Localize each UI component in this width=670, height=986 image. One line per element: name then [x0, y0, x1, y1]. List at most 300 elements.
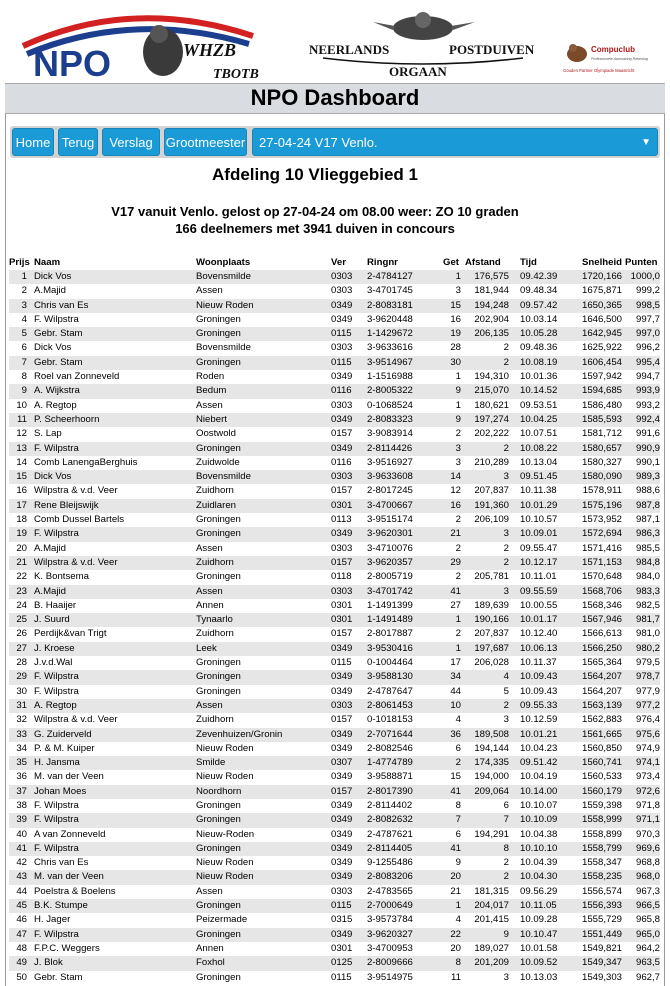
cell-get: 1: [455, 371, 461, 383]
cell-snelheid: 1597,942: [581, 371, 622, 383]
table-row[interactable]: [9, 399, 660, 413]
cell-snelheid: 1560,741: [581, 757, 622, 769]
cell-naam[interactable]: F. Wilpstra: [34, 671, 79, 683]
cell-punten: 968,0: [635, 871, 660, 883]
cell-afstand: 189,508: [474, 728, 509, 740]
cell-prijs: 30: [16, 685, 27, 697]
cell-tijd: 09.51.45: [520, 471, 558, 483]
cell-ringnr: 2-8005719: [367, 571, 413, 583]
svg-text:NEERLANDS: NEERLANDS: [309, 42, 390, 57]
back-button[interactable]: Terug: [58, 128, 98, 156]
cell-naam[interactable]: Gebr. Stam: [34, 971, 83, 983]
cell-prijs: 41: [16, 842, 27, 854]
cell-naam[interactable]: Chris van Es: [34, 299, 89, 311]
table-row[interactable]: [9, 656, 660, 670]
cell-ringnr: 2-8083323: [367, 413, 413, 425]
cell-woonplaats: Groningen: [196, 928, 241, 940]
cell-ver: 0303: [331, 699, 353, 711]
cell-punten: 995,4: [635, 356, 660, 368]
cell-punten: 967,3: [635, 885, 660, 897]
cell-afstand: 202,904: [474, 313, 509, 325]
table-row[interactable]: [9, 713, 660, 727]
cell-ver: 0349: [331, 728, 353, 740]
cell-ringnr: 2-7071644: [367, 728, 413, 740]
cell-punten: 973,4: [635, 771, 660, 783]
cell-tijd: 10.01.21: [520, 728, 558, 740]
table-row[interactable]: [9, 270, 660, 284]
cell-snelheid: 1571,416: [581, 542, 622, 554]
table-row[interactable]: [9, 699, 660, 713]
cell-tijd: 10.13.04: [520, 456, 558, 468]
cell-afstand: 2: [503, 442, 509, 454]
cell-ver: 0115: [331, 328, 352, 340]
cell-ver: 0349: [331, 771, 353, 783]
cell-tijd: 10.10.57: [520, 514, 558, 526]
header-get[interactable]: Get: [443, 257, 459, 268]
cell-woonplaats: Bovensmilde: [196, 271, 251, 282]
table-row[interactable]: [9, 456, 660, 470]
cell-woonplaats: Nieuw-Roden: [196, 828, 255, 840]
cell-punten: 991,6: [635, 428, 660, 440]
cell-snelheid: 1578,911: [582, 485, 622, 497]
cell-punten: 982,5: [635, 599, 660, 611]
cell-prijs: 19: [16, 528, 27, 540]
cell-get: 14: [450, 471, 461, 483]
cell-ringnr: 3-9588871: [367, 771, 413, 783]
cell-ringnr: 3-9573784: [367, 914, 413, 926]
header-woonplaats[interactable]: Woonplaats: [196, 257, 251, 268]
cell-woonplaats: Groningen: [196, 900, 241, 912]
cell-ringnr: 3-4701742: [367, 585, 413, 597]
compuclub-logo[interactable]: [561, 40, 665, 80]
table-row[interactable]: [9, 785, 660, 799]
cell-ringnr: 1-1429672: [367, 328, 413, 340]
table-row[interactable]: [9, 685, 660, 699]
cell-prijs: 50: [16, 971, 27, 983]
cell-ver: 0157: [331, 714, 353, 726]
cell-ver: 0349: [331, 313, 353, 325]
cell-get: 20: [450, 871, 461, 883]
cell-tijd: 10.04.23: [520, 742, 558, 754]
cell-naam[interactable]: F. Wilpstra: [34, 528, 79, 540]
table-row[interactable]: [9, 570, 660, 584]
cell-afstand: 194,291: [474, 828, 509, 840]
cell-punten: 997,7: [635, 313, 660, 325]
cell-naam[interactable]: F. Wilpstra: [34, 685, 79, 697]
cell-ringnr: 3-9620357: [367, 556, 413, 568]
header-ringnr[interactable]: Ringnr: [367, 257, 398, 268]
npo-logo[interactable]: [13, 6, 293, 84]
cell-tijd: 10.11.37: [520, 657, 557, 669]
section-title: Afdeling 10 Vlieggebied 1: [212, 165, 418, 184]
cell-naam[interactable]: A.Majid: [34, 585, 66, 597]
cell-woonplaats: Zuidhorn: [196, 628, 234, 640]
cell-naam[interactable]: J. Kroese: [34, 642, 75, 654]
race-select[interactable]: [252, 128, 658, 156]
cell-snelheid: 1558,799: [581, 842, 622, 854]
cell-naam[interactable]: Comb LanengaBerghuis: [34, 456, 138, 468]
cell-punten: 984,0: [635, 571, 660, 583]
svg-text:Compuclub: Compuclub: [591, 45, 635, 54]
cell-naam[interactable]: A. Regtop: [34, 699, 77, 711]
cell-get: 2: [455, 428, 461, 440]
report-button[interactable]: Verslag: [102, 128, 160, 156]
cell-ver: 0349: [331, 671, 353, 683]
cell-naam[interactable]: J. Blok: [34, 957, 63, 969]
cell-naam[interactable]: A van Zonneveld: [34, 828, 106, 840]
cell-woonplaats: Zuidhorn: [196, 714, 234, 726]
cell-get: 10: [450, 699, 461, 711]
cell-ver: 0349: [331, 842, 353, 854]
table-row[interactable]: [9, 370, 660, 384]
cell-naam[interactable]: B. Haaijer: [34, 599, 77, 611]
table-row[interactable]: [9, 313, 660, 327]
cell-snelheid: 1642,945: [581, 328, 622, 340]
cell-ringnr: 2-8083181: [367, 299, 413, 311]
cell-naam[interactable]: P. & M. Kuiper: [34, 742, 95, 754]
cell-naam[interactable]: A.Majid: [34, 542, 66, 554]
cell-ver: 0303: [331, 342, 353, 354]
table-row[interactable]: [9, 556, 660, 570]
table-row[interactable]: [9, 813, 660, 827]
cell-tijd: 09.55.59: [520, 585, 558, 597]
cell-naam[interactable]: Gebr. Stam: [34, 328, 83, 340]
cell-naam[interactable]: A. Regtop: [34, 399, 77, 411]
cell-ringnr: 3-9588130: [367, 671, 413, 683]
cell-ringnr: 2-8082546: [367, 742, 413, 754]
cell-punten: 983,3: [635, 585, 660, 597]
cell-get: 7: [455, 814, 461, 826]
cell-prijs: 25: [16, 614, 27, 626]
table-row[interactable]: [9, 870, 660, 884]
cell-ringnr: 3-9620327: [367, 928, 413, 940]
cell-punten: 980,2: [635, 642, 660, 654]
header-prijs[interactable]: Prijs: [9, 257, 30, 268]
table-row[interactable]: [9, 542, 660, 556]
cell-afstand: 197,687: [474, 642, 509, 654]
cell-get: 6: [455, 828, 461, 840]
cell-woonplaats: Groningen: [196, 571, 241, 583]
cell-afstand: 194,000: [474, 771, 509, 783]
cell-get: 8: [455, 799, 461, 811]
cell-woonplaats: Nieuw Roden: [196, 742, 254, 754]
table-row[interactable]: [9, 284, 660, 298]
cell-naam[interactable]: H. Jager: [34, 914, 71, 926]
table-row[interactable]: [9, 899, 660, 913]
table-row[interactable]: [9, 670, 660, 684]
cell-prijs: 31: [16, 699, 27, 711]
cell-afstand: 204,017: [474, 900, 509, 912]
table-row[interactable]: [9, 513, 660, 527]
table-row[interactable]: [9, 642, 660, 656]
cell-naam[interactable]: J. Suurd: [34, 614, 70, 626]
cell-woonplaats: Niebert: [196, 413, 227, 425]
cell-afstand: 3: [503, 528, 509, 540]
cell-tijd: 10.09.52: [520, 957, 558, 969]
table-row[interactable]: [9, 971, 660, 985]
cell-naam[interactable]: Dick Vos: [34, 342, 72, 354]
cell-afstand: 189,639: [474, 599, 509, 611]
table-row[interactable]: [9, 356, 660, 370]
cell-afstand: 190,166: [474, 614, 509, 626]
cell-punten: 974,9: [635, 742, 660, 754]
table-row[interactable]: [9, 856, 660, 870]
cell-tijd: 10.10.07: [520, 799, 558, 811]
cell-naam[interactable]: Wilpstra & v.d. Veer: [34, 556, 118, 568]
cell-snelheid: 1558,235: [581, 871, 622, 883]
table-row[interactable]: [9, 427, 660, 441]
cell-punten: 970,3: [635, 828, 660, 840]
cell-punten: 981,7: [635, 614, 660, 626]
svg-text:POSTDUIVEN: POSTDUIVEN: [449, 42, 535, 57]
cell-afstand: 201,415: [474, 914, 509, 926]
cell-woonplaats: Assen: [196, 699, 223, 711]
cell-ver: 0125: [331, 957, 353, 969]
cell-ringnr: 1-4774789: [367, 757, 413, 769]
header-afstand[interactable]: Afstand: [465, 257, 501, 268]
cell-afstand: 5: [503, 685, 509, 697]
cell-naam[interactable]: F. Wilpstra: [34, 799, 79, 811]
chevron-down-icon: ▼: [641, 137, 651, 148]
cell-snelheid: 1565,364: [581, 657, 622, 669]
postduiven-orgaan-logo[interactable]: [303, 6, 543, 80]
table-row[interactable]: [9, 728, 660, 742]
cell-get: 1: [455, 271, 461, 282]
cell-afstand: 2: [503, 342, 509, 354]
table-row[interactable]: [9, 599, 660, 613]
cell-naam[interactable]: Poelstra & Boelens: [34, 885, 116, 897]
table-row[interactable]: [9, 913, 660, 927]
cell-naam[interactable]: Wilpstra & v.d. Veer: [34, 714, 118, 726]
cell-snelheid: 1625,922: [581, 342, 622, 354]
cell-snelheid: 1575,196: [581, 499, 622, 511]
cell-snelheid: 1568,346: [581, 599, 622, 611]
cell-naam[interactable]: Rene Bleijswijk: [34, 499, 99, 511]
cell-afstand: 194,310: [474, 371, 509, 383]
cell-get: 11: [451, 971, 461, 983]
cell-ringnr: 3-9514967: [367, 356, 413, 368]
cell-naam[interactable]: Perdijk&van Trigt: [34, 628, 107, 640]
header-naam[interactable]: Naam: [34, 257, 61, 268]
cell-woonplaats: Assen: [196, 399, 223, 411]
cell-ringnr: 1-1516988: [367, 371, 413, 383]
table-row[interactable]: [9, 742, 660, 756]
cell-get: 9: [455, 413, 461, 425]
cell-ver: 0349: [331, 299, 353, 311]
table-row[interactable]: [9, 327, 660, 341]
cell-prijs: 12: [16, 428, 27, 440]
cell-snelheid: 1564,207: [581, 671, 622, 683]
header-ver[interactable]: Ver: [331, 257, 346, 268]
cell-punten: 963,5: [635, 957, 660, 969]
table-row[interactable]: [9, 627, 660, 641]
cell-prijs: 4: [21, 313, 27, 325]
table-row[interactable]: [9, 885, 660, 899]
table-row[interactable]: [9, 942, 660, 956]
cell-ver: 0349: [331, 799, 353, 811]
table-row[interactable]: [9, 413, 660, 427]
cell-ringnr: 1-1491489: [367, 614, 413, 626]
cell-prijs: 22: [16, 571, 27, 583]
cell-prijs: 35: [16, 757, 27, 769]
cell-get: 12: [450, 485, 461, 497]
results-table: [9, 256, 660, 985]
cell-ringnr: 2-4783565: [367, 885, 413, 897]
cell-ver: 0115: [331, 657, 352, 669]
cell-ringnr: 2-4784127: [367, 271, 413, 282]
cell-afstand: 207,837: [474, 628, 509, 640]
cell-get: 41: [450, 585, 461, 597]
cell-ver: 0301: [331, 942, 353, 954]
cell-prijs: 5: [21, 328, 27, 340]
cell-snelheid: 1585,593: [581, 413, 622, 425]
table-row[interactable]: [9, 956, 660, 970]
race-info-line2: 166 deelnemers met 3941 duiven in concours: [175, 221, 455, 236]
cell-ringnr: 3-9516927: [367, 456, 413, 468]
table-row[interactable]: [9, 527, 660, 541]
header-tijd[interactable]: Tijd: [520, 257, 537, 268]
table-row[interactable]: [9, 484, 660, 498]
cell-naam[interactable]: Wilpstra & v.d. Veer: [34, 485, 118, 497]
table-row[interactable]: [9, 499, 660, 513]
cell-afstand: 202,222: [474, 428, 509, 440]
grandmaster-button[interactable]: Grootmeester: [164, 128, 247, 156]
table-row[interactable]: [9, 470, 660, 484]
header-snelheid[interactable]: Snelheid: [582, 257, 622, 268]
cell-get: 2: [455, 542, 461, 554]
cell-naam[interactable]: B.K. Stumpe: [34, 900, 88, 912]
cell-prijs: 18: [16, 514, 27, 526]
cell-naam[interactable]: G. Zuiderveld: [34, 728, 92, 740]
cell-snelheid: 1561,665: [581, 728, 622, 740]
cell-ver: 0115: [331, 971, 352, 983]
cell-ver: 0315: [331, 914, 353, 926]
home-button[interactable]: Home: [12, 128, 54, 156]
cell-afstand: 8: [503, 842, 509, 854]
cell-tijd: 09.55.47: [520, 542, 558, 554]
cell-woonplaats: Groningen: [196, 514, 241, 526]
cell-naam[interactable]: M. van der Veen: [34, 771, 104, 783]
cell-afstand: 181,944: [474, 285, 509, 297]
header-punten[interactable]: Punten: [625, 257, 658, 268]
cell-tijd: 10.04.38: [520, 828, 558, 840]
table-row[interactable]: [9, 384, 660, 398]
cell-get: 41: [450, 785, 461, 797]
cell-get: 15: [450, 771, 461, 783]
cell-ringnr: 2-8005322: [367, 385, 413, 397]
cell-punten: 994,7: [635, 371, 660, 383]
cell-woonplaats: Assen: [196, 285, 223, 297]
cell-naam[interactable]: Dick Vos: [34, 271, 72, 282]
cell-punten: 993,9: [635, 385, 660, 397]
cell-naam[interactable]: F. Wilpstra: [34, 842, 79, 854]
cell-ver: 0113: [331, 514, 352, 526]
cell-prijs: 29: [16, 671, 27, 683]
cell-woonplaats: Groningen: [196, 842, 241, 854]
cell-naam[interactable]: F.P.C. Weggers: [34, 942, 100, 954]
cell-prijs: 10: [16, 399, 27, 411]
cell-woonplaats: Bedum: [196, 385, 227, 397]
table-row[interactable]: [9, 613, 660, 627]
cell-ver: 0349: [331, 413, 353, 425]
cell-snelheid: 1556,574: [581, 885, 622, 897]
cell-tijd: 10.05.28: [520, 328, 558, 340]
cell-naam[interactable]: F. Wilpstra: [34, 313, 79, 325]
table-row[interactable]: [9, 341, 660, 355]
cell-snelheid: 1675,871: [581, 285, 622, 297]
cell-afstand: 176,575: [474, 271, 509, 282]
cell-naam[interactable]: A.Majid: [34, 285, 66, 297]
cell-naam[interactable]: P. Scheerhoorn: [34, 413, 100, 425]
cell-naam[interactable]: F. Wilpstra: [34, 814, 79, 826]
cell-naam[interactable]: M. van der Veen: [34, 871, 104, 883]
cell-ver: 0157: [331, 485, 353, 497]
table-row[interactable]: [9, 799, 660, 813]
cell-woonplaats: Noordhorn: [196, 785, 242, 797]
cell-naam[interactable]: Comb Dussel Bartels: [34, 514, 125, 526]
cell-naam[interactable]: F. Wilpstra: [34, 442, 79, 454]
cell-woonplaats: Annen: [196, 942, 224, 954]
cell-afstand: 201,209: [474, 957, 509, 969]
cell-naam[interactable]: J.v.d.Wal: [34, 657, 73, 669]
cell-ringnr: 3-4710076: [367, 542, 413, 554]
cell-get: 4: [455, 714, 461, 726]
cell-woonplaats: Bovensmilde: [196, 342, 251, 354]
nav-bar: [10, 126, 660, 158]
table-row[interactable]: [9, 756, 660, 770]
cell-snelheid: 1556,393: [581, 900, 622, 912]
cell-snelheid: 1549,347: [581, 957, 622, 969]
cell-naam[interactable]: S. Lap: [34, 428, 62, 440]
cell-punten: 990,1: [635, 456, 660, 468]
cell-naam[interactable]: Roel van Zonneveld: [34, 371, 120, 383]
cell-naam[interactable]: Johan Moes: [34, 785, 87, 797]
cell-punten: 999,2: [635, 285, 660, 297]
cell-afstand: 2: [503, 556, 509, 568]
cell-afstand: 207,837: [474, 485, 509, 497]
cell-naam[interactable]: F. Wilpstra: [34, 928, 79, 940]
cell-ringnr: 2-8009666: [367, 957, 413, 969]
cell-ver: 0307: [331, 757, 353, 769]
cell-ringnr: 2-7000649: [367, 900, 413, 912]
table-row[interactable]: [9, 928, 660, 942]
cell-naam[interactable]: Chris van Es: [34, 857, 89, 869]
cell-tijd: 09.55.33: [520, 699, 558, 711]
table-row[interactable]: [9, 585, 660, 599]
cell-ver: 0303: [331, 542, 353, 554]
table-row[interactable]: [9, 842, 660, 856]
table-row[interactable]: [9, 442, 660, 456]
cell-afstand: 3: [503, 714, 509, 726]
cell-naam[interactable]: Gebr. Stam: [34, 356, 83, 368]
cell-naam[interactable]: A. Wijkstra: [34, 385, 80, 397]
cell-ringnr: 0-1004464: [367, 657, 413, 669]
cell-woonplaats: Assen: [196, 585, 223, 597]
table-row[interactable]: [9, 828, 660, 842]
cell-naam[interactable]: Dick Vos: [34, 471, 72, 483]
table-row[interactable]: [9, 770, 660, 784]
cell-tijd: 10.12.40: [520, 628, 558, 640]
table-row[interactable]: [9, 299, 660, 313]
cell-naam[interactable]: K. Bontsema: [34, 571, 89, 583]
cell-ringnr: 2-8114402: [367, 799, 413, 811]
cell-punten: 977,2: [635, 699, 660, 711]
cell-ringnr: 2-8083206: [367, 871, 413, 883]
cell-snelheid: 1567,946: [581, 614, 622, 626]
cell-afstand: 3: [503, 585, 509, 597]
cell-prijs: 43: [16, 871, 27, 883]
cell-naam[interactable]: H. Jansma: [34, 757, 80, 769]
